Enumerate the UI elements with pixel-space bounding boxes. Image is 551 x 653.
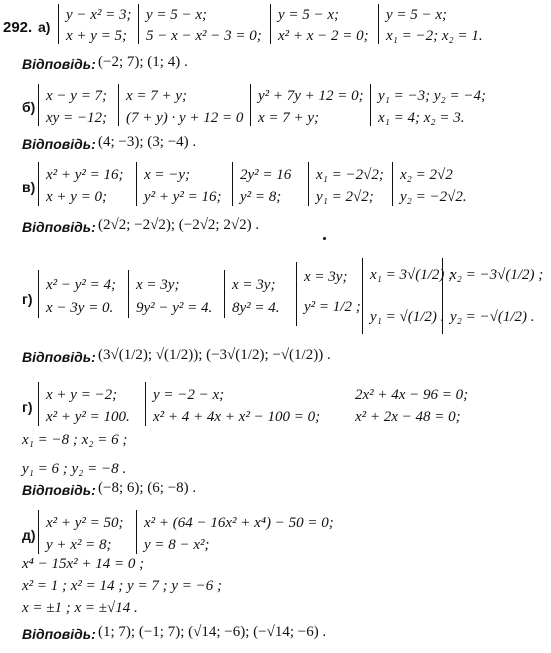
answer-g: (3√(1/2); √(1/2)); (−3√(1/2); −√(1/2)) .: [98, 347, 331, 363]
part-d-label: д): [22, 527, 36, 543]
d-line-1: x⁴ − 15x² + 14 = 0 ;: [22, 556, 145, 572]
b-s3-row1: y² + 7y + 12 = 0;: [258, 88, 364, 104]
g-s5-row2: y₁ = √(1/2) .: [370, 309, 445, 325]
b-s1-row2: xy = −12;: [46, 110, 108, 126]
g2-eq1: 2x² + 4x − 96 = 0;: [355, 387, 469, 403]
v-s5-row2: y₂ = −2√2.: [400, 189, 467, 205]
answer-d: (1; 7); (−1; 7); (√14; −6); (−√14; −6) .: [98, 624, 327, 640]
v-s4-row2: y₁ = 2√2;: [316, 189, 374, 205]
answer-label-b: Відповідь:: [22, 136, 96, 152]
g-s4-row1: x = 3y;: [304, 269, 348, 285]
g-s1-row2: x − 3y = 0.: [46, 300, 114, 316]
g2-s2-row1: y = −2 − x;: [153, 387, 225, 403]
a-s2-row2: 5 − x − x² − 3 = 0;: [146, 28, 262, 44]
d-s2-row1: x² + (64 − 16x² + x⁴) − 50 = 0;: [144, 515, 334, 531]
a-s1-row1: y − x² = 3;: [66, 7, 132, 23]
g-s6-row2: y₂ = −√(1/2) .: [450, 309, 535, 325]
b-s4-row1: y₁ = −3; y₂ = −4;: [378, 88, 486, 104]
d-s1-row2: y + x² = 8;: [46, 537, 112, 553]
d-s2-row2: y = 8 − x²;: [144, 537, 210, 553]
v-s5-row1: x₂ = 2√2: [400, 167, 453, 183]
g2-s1-row2: x² + y² = 100.: [46, 409, 130, 425]
answer-label-g2: Відповідь:: [22, 482, 96, 498]
answer-label-g: Відповідь:: [22, 349, 96, 365]
a-s3-row2: x² + x − 2 = 0;: [278, 28, 369, 44]
d-s1-row1: x² + y² = 50;: [46, 515, 124, 531]
part-a-label: а): [38, 19, 51, 35]
g-s3-row2: 8y² = 4.: [232, 300, 280, 316]
a-s1-row2: x + y = 5;: [66, 28, 128, 44]
answer-a: (−2; 7); (1; 4) .: [98, 54, 188, 70]
g-s2-row1: x = 3y;: [136, 277, 180, 293]
g2-y-roots: y₁ = 6 ; y₂ = −8 .: [22, 461, 127, 477]
part-v-label: в): [22, 179, 36, 195]
d-line-2: x² = 1 ; x² = 14 ; y = 7 ; y = −6 ;: [22, 578, 222, 594]
b-s2-row1: x = 7 + y;: [126, 88, 188, 104]
g2-s2-row2: x² + 4 + 4x + x² − 100 = 0;: [153, 409, 321, 425]
b-s4-row2: x₁ = 4; x₂ = 3.: [378, 110, 465, 126]
answer-b: (4; −3); (3; −4) .: [98, 134, 197, 150]
answer-v: (2√2; −2√2); (−2√2; 2√2) .: [98, 217, 260, 233]
v-s2-row1: x = −y;: [144, 167, 191, 183]
part-g-label: г): [22, 291, 33, 307]
problem-number: 292.: [3, 19, 33, 36]
answer-label-a: Відповідь:: [22, 56, 96, 72]
g-s1-row1: x² − y² = 4;: [46, 277, 117, 293]
g-s4-row2: y² = 1/2 ;: [304, 299, 361, 315]
part-b-label: б): [22, 99, 36, 115]
b-s2-row2: (7 + y) · y + 12 = 0: [126, 110, 244, 126]
answer-label-v: Відповідь:: [22, 219, 96, 235]
g2-s1-row1: x + y = −2;: [46, 387, 118, 403]
v-s3-row1: 2y² = 16: [240, 167, 292, 183]
d-line-3: x = ±1 ; x = ±√14 .: [22, 600, 138, 616]
answer-g2: (−8; 6); (6; −8) .: [98, 480, 197, 496]
b-s3-row2: x = 7 + y;: [258, 110, 320, 126]
a-s4-row1: y = 5 − x;: [386, 7, 448, 23]
v-s1-row1: x² + y² = 16;: [46, 167, 124, 183]
a-s3-row1: y = 5 − x;: [278, 7, 340, 23]
v-s3-row2: y² = 8;: [240, 189, 282, 205]
part-g2-label: г): [22, 399, 33, 415]
g2-x-roots: x₁ = −8 ; x₂ = 6 ;: [22, 432, 128, 448]
a-s4-row2: x₁ = −2; x₂ = 1.: [386, 28, 483, 44]
v-s1-row2: x + y = 0;: [46, 189, 108, 205]
a-s2-row1: y = 5 − x;: [146, 7, 208, 23]
v-s2-row2: y² + y² = 16;: [144, 189, 222, 205]
g-s2-row2: 9y² − y² = 4.: [136, 300, 213, 316]
g-s5-row1: x₁ = 3√(1/2) ;: [370, 267, 454, 283]
v-s4-row1: x₁ = −2√2;: [316, 167, 384, 183]
b-s1-row1: x − y = 7;: [46, 88, 108, 104]
g-s3-row1: x = 3y;: [232, 277, 276, 293]
g2-eq2: x² + 2x − 48 = 0;: [355, 409, 461, 425]
g-s6-row1: x₂ = −3√(1/2) ;: [450, 267, 544, 283]
answer-label-d: Відповідь:: [22, 626, 96, 642]
stray-mark: [323, 237, 326, 240]
